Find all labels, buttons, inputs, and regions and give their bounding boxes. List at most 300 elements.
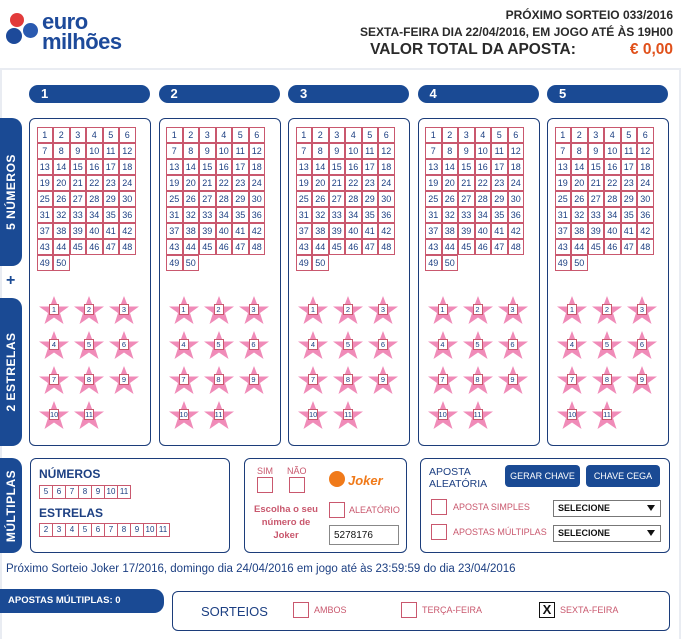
number-cell[interactable]: 18 (508, 159, 525, 175)
star-cell[interactable] (203, 330, 235, 362)
star-cell[interactable] (168, 295, 200, 327)
column-tab-3[interactable]: 3 (288, 85, 409, 103)
number-cell[interactable]: 6 (637, 127, 654, 143)
number-cell[interactable]: 15 (70, 159, 87, 175)
number-cell[interactable]: 35 (491, 207, 508, 223)
star-cell[interactable] (38, 365, 70, 397)
number-cell[interactable]: 3 (458, 127, 475, 143)
number-cell[interactable]: 30 (378, 191, 395, 207)
number-cell[interactable]: 39 (70, 223, 87, 239)
number-cell[interactable]: 30 (508, 191, 525, 207)
number-cell[interactable]: 28 (216, 191, 233, 207)
star-cell[interactable] (203, 400, 235, 432)
number-cell[interactable]: 6 (378, 127, 395, 143)
number-cell[interactable]: 21 (458, 175, 475, 191)
number-cell[interactable]: 33 (199, 207, 216, 223)
star-cell[interactable] (427, 330, 459, 362)
number-cell[interactable]: 28 (604, 191, 621, 207)
number-cell[interactable]: 13 (425, 159, 442, 175)
number-cell[interactable]: 22 (86, 175, 103, 191)
number-cell[interactable]: 37 (37, 223, 54, 239)
number-cell[interactable]: 47 (103, 239, 120, 255)
number-cell[interactable]: 47 (491, 239, 508, 255)
number-cell[interactable]: 20 (442, 175, 459, 191)
number-cell[interactable]: 30 (637, 191, 654, 207)
number-cell[interactable]: 39 (588, 223, 605, 239)
number-cell[interactable]: 9 (199, 143, 216, 159)
number-cell[interactable]: 32 (183, 207, 200, 223)
star-cell[interactable] (38, 295, 70, 327)
number-cell[interactable]: 9 (70, 143, 87, 159)
number-cell[interactable]: 33 (588, 207, 605, 223)
number-cell[interactable]: 37 (425, 223, 442, 239)
number-cell[interactable]: 28 (475, 191, 492, 207)
number-cell[interactable]: 15 (329, 159, 346, 175)
multiple-stars-option[interactable]: 5 (78, 523, 92, 537)
number-cell[interactable]: 2 (183, 127, 200, 143)
star-cell[interactable] (238, 295, 270, 327)
draw-both-checkbox[interactable] (293, 602, 309, 618)
number-cell[interactable]: 43 (37, 239, 54, 255)
draw-tuesday-checkbox[interactable] (401, 602, 417, 618)
number-cell[interactable]: 11 (491, 143, 508, 159)
number-cell[interactable]: 47 (362, 239, 379, 255)
number-cell[interactable]: 29 (362, 191, 379, 207)
star-cell[interactable] (297, 400, 329, 432)
number-cell[interactable]: 46 (86, 239, 103, 255)
number-cell[interactable]: 13 (296, 159, 313, 175)
number-cell[interactable]: 6 (249, 127, 266, 143)
number-cell[interactable]: 28 (86, 191, 103, 207)
number-cell[interactable]: 34 (86, 207, 103, 223)
number-cell[interactable]: 33 (458, 207, 475, 223)
number-cell[interactable]: 20 (183, 175, 200, 191)
multiple-stars-option[interactable]: 2 (39, 523, 53, 537)
number-cell[interactable]: 35 (621, 207, 638, 223)
star-cell[interactable] (626, 295, 658, 327)
number-cell[interactable]: 29 (491, 191, 508, 207)
number-cell[interactable]: 44 (53, 239, 70, 255)
number-cell[interactable]: 49 (425, 255, 442, 271)
draw-friday-checkbox[interactable] (539, 602, 555, 618)
multiple-numbers-option[interactable]: 5 (39, 485, 53, 499)
number-cell[interactable]: 37 (296, 223, 313, 239)
star-cell[interactable] (462, 295, 494, 327)
number-cell[interactable]: 46 (216, 239, 233, 255)
star-cell[interactable] (591, 400, 623, 432)
number-cell[interactable]: 1 (425, 127, 442, 143)
number-cell[interactable]: 5 (362, 127, 379, 143)
number-cell[interactable]: 40 (475, 223, 492, 239)
number-cell[interactable]: 14 (183, 159, 200, 175)
number-cell[interactable]: 31 (555, 207, 572, 223)
number-cell[interactable]: 36 (378, 207, 395, 223)
number-cell[interactable]: 50 (312, 255, 329, 271)
number-cell[interactable]: 1 (37, 127, 54, 143)
number-cell[interactable]: 7 (555, 143, 572, 159)
number-cell[interactable]: 26 (183, 191, 200, 207)
number-cell[interactable]: 25 (37, 191, 54, 207)
star-cell[interactable] (332, 365, 364, 397)
star-cell[interactable] (73, 365, 105, 397)
multiple-stars-option[interactable]: 10 (143, 523, 157, 537)
number-cell[interactable]: 50 (442, 255, 459, 271)
star-cell[interactable] (238, 365, 270, 397)
number-cell[interactable]: 27 (588, 191, 605, 207)
number-cell[interactable]: 26 (571, 191, 588, 207)
number-cell[interactable]: 34 (604, 207, 621, 223)
number-cell[interactable]: 5 (232, 127, 249, 143)
number-cell[interactable]: 8 (571, 143, 588, 159)
number-cell[interactable]: 44 (571, 239, 588, 255)
number-cell[interactable]: 30 (249, 191, 266, 207)
number-cell[interactable]: 24 (637, 175, 654, 191)
number-cell[interactable]: 41 (362, 223, 379, 239)
star-cell[interactable] (203, 365, 235, 397)
number-cell[interactable]: 41 (491, 223, 508, 239)
number-cell[interactable]: 12 (249, 143, 266, 159)
number-cell[interactable]: 3 (70, 127, 87, 143)
number-cell[interactable]: 29 (621, 191, 638, 207)
number-cell[interactable]: 33 (70, 207, 87, 223)
number-cell[interactable]: 9 (588, 143, 605, 159)
number-cell[interactable]: 23 (621, 175, 638, 191)
number-cell[interactable]: 15 (588, 159, 605, 175)
number-cell[interactable]: 40 (604, 223, 621, 239)
number-cell[interactable]: 2 (571, 127, 588, 143)
star-cell[interactable] (462, 330, 494, 362)
number-cell[interactable]: 38 (183, 223, 200, 239)
number-cell[interactable]: 22 (475, 175, 492, 191)
number-cell[interactable]: 8 (53, 143, 70, 159)
number-cell[interactable]: 4 (86, 127, 103, 143)
simple-bet-checkbox[interactable] (431, 499, 447, 515)
number-cell[interactable]: 3 (199, 127, 216, 143)
number-cell[interactable]: 13 (555, 159, 572, 175)
number-cell[interactable]: 45 (329, 239, 346, 255)
number-cell[interactable]: 34 (475, 207, 492, 223)
number-cell[interactable]: 15 (458, 159, 475, 175)
number-cell[interactable]: 49 (166, 255, 183, 271)
star-cell[interactable] (297, 295, 329, 327)
number-cell[interactable]: 39 (458, 223, 475, 239)
number-cell[interactable]: 5 (103, 127, 120, 143)
star-cell[interactable] (108, 295, 140, 327)
star-cell[interactable] (297, 365, 329, 397)
number-cell[interactable]: 25 (296, 191, 313, 207)
number-cell[interactable]: 20 (571, 175, 588, 191)
multiple-stars-option[interactable]: 8 (117, 523, 131, 537)
multiple-numbers-option[interactable]: 9 (91, 485, 105, 499)
number-cell[interactable]: 18 (378, 159, 395, 175)
star-cell[interactable] (427, 365, 459, 397)
star-cell[interactable] (591, 330, 623, 362)
number-cell[interactable]: 46 (345, 239, 362, 255)
blind-key-button[interactable]: CHAVE CEGA (586, 465, 660, 487)
number-cell[interactable]: 47 (232, 239, 249, 255)
number-cell[interactable]: 7 (166, 143, 183, 159)
star-cell[interactable] (591, 365, 623, 397)
number-cell[interactable]: 11 (362, 143, 379, 159)
number-cell[interactable]: 17 (232, 159, 249, 175)
number-cell[interactable]: 23 (232, 175, 249, 191)
generate-key-button[interactable]: GERAR CHAVE (505, 465, 580, 487)
number-cell[interactable]: 27 (199, 191, 216, 207)
star-cell[interactable] (626, 365, 658, 397)
number-cell[interactable]: 35 (232, 207, 249, 223)
number-cell[interactable]: 9 (329, 143, 346, 159)
number-cell[interactable]: 49 (555, 255, 572, 271)
column-tab-4[interactable]: 4 (418, 85, 539, 103)
number-cell[interactable]: 45 (70, 239, 87, 255)
number-cell[interactable]: 40 (86, 223, 103, 239)
column-tab-5[interactable]: 5 (547, 85, 668, 103)
number-cell[interactable]: 39 (199, 223, 216, 239)
number-cell[interactable]: 3 (588, 127, 605, 143)
number-cell[interactable]: 20 (312, 175, 329, 191)
joker-number-input[interactable]: 5278176 (329, 525, 399, 545)
number-cell[interactable]: 40 (216, 223, 233, 239)
number-cell[interactable]: 42 (249, 223, 266, 239)
number-cell[interactable]: 42 (119, 223, 136, 239)
number-cell[interactable]: 45 (458, 239, 475, 255)
star-cell[interactable] (497, 330, 529, 362)
number-cell[interactable]: 24 (508, 175, 525, 191)
number-cell[interactable]: 47 (621, 239, 638, 255)
star-cell[interactable] (297, 330, 329, 362)
star-cell[interactable] (238, 330, 270, 362)
star-cell[interactable] (462, 365, 494, 397)
number-cell[interactable]: 21 (588, 175, 605, 191)
number-cell[interactable]: 35 (103, 207, 120, 223)
multiple-bets-select[interactable]: SELECIONE (553, 525, 661, 542)
number-cell[interactable]: 7 (37, 143, 54, 159)
number-cell[interactable]: 37 (555, 223, 572, 239)
number-cell[interactable]: 16 (604, 159, 621, 175)
number-cell[interactable]: 15 (199, 159, 216, 175)
number-cell[interactable]: 4 (475, 127, 492, 143)
number-cell[interactable]: 41 (621, 223, 638, 239)
number-cell[interactable]: 36 (249, 207, 266, 223)
number-cell[interactable]: 7 (425, 143, 442, 159)
number-cell[interactable]: 14 (571, 159, 588, 175)
joker-yes-checkbox[interactable] (257, 477, 273, 493)
number-cell[interactable]: 48 (637, 239, 654, 255)
joker-no-checkbox[interactable] (289, 477, 305, 493)
star-cell[interactable] (556, 365, 588, 397)
number-cell[interactable]: 8 (183, 143, 200, 159)
star-cell[interactable] (556, 400, 588, 432)
number-cell[interactable]: 19 (555, 175, 572, 191)
number-cell[interactable]: 4 (604, 127, 621, 143)
number-cell[interactable]: 2 (442, 127, 459, 143)
number-cell[interactable]: 46 (604, 239, 621, 255)
number-cell[interactable]: 42 (378, 223, 395, 239)
number-cell[interactable]: 13 (166, 159, 183, 175)
number-cell[interactable]: 10 (475, 143, 492, 159)
number-cell[interactable]: 28 (345, 191, 362, 207)
number-cell[interactable]: 12 (508, 143, 525, 159)
multiple-numbers-option[interactable]: 7 (65, 485, 79, 499)
number-cell[interactable]: 1 (166, 127, 183, 143)
number-cell[interactable]: 1 (555, 127, 572, 143)
star-cell[interactable] (73, 400, 105, 432)
number-cell[interactable]: 33 (329, 207, 346, 223)
number-cell[interactable]: 2 (312, 127, 329, 143)
number-cell[interactable]: 49 (296, 255, 313, 271)
multiple-numbers-option[interactable]: 6 (52, 485, 66, 499)
number-cell[interactable]: 18 (637, 159, 654, 175)
number-cell[interactable]: 17 (491, 159, 508, 175)
number-cell[interactable]: 48 (119, 239, 136, 255)
star-cell[interactable] (462, 400, 494, 432)
number-cell[interactable]: 14 (53, 159, 70, 175)
number-cell[interactable]: 16 (86, 159, 103, 175)
multiple-numbers-option[interactable]: 10 (104, 485, 118, 499)
number-cell[interactable]: 43 (166, 239, 183, 255)
number-cell[interactable]: 22 (604, 175, 621, 191)
number-cell[interactable]: 31 (166, 207, 183, 223)
number-cell[interactable]: 10 (86, 143, 103, 159)
number-cell[interactable]: 48 (508, 239, 525, 255)
star-cell[interactable] (203, 295, 235, 327)
star-cell[interactable] (168, 365, 200, 397)
number-cell[interactable]: 14 (442, 159, 459, 175)
number-cell[interactable]: 4 (345, 127, 362, 143)
star-cell[interactable] (591, 295, 623, 327)
star-cell[interactable] (497, 295, 529, 327)
number-cell[interactable]: 12 (119, 143, 136, 159)
star-cell[interactable] (367, 330, 399, 362)
number-cell[interactable]: 18 (249, 159, 266, 175)
number-cell[interactable]: 19 (37, 175, 54, 191)
star-cell[interactable] (556, 295, 588, 327)
number-cell[interactable]: 32 (571, 207, 588, 223)
number-cell[interactable]: 26 (312, 191, 329, 207)
number-cell[interactable]: 41 (232, 223, 249, 239)
multiple-numbers-option[interactable]: 8 (78, 485, 92, 499)
star-cell[interactable] (427, 400, 459, 432)
number-cell[interactable]: 17 (621, 159, 638, 175)
number-cell[interactable]: 10 (345, 143, 362, 159)
number-cell[interactable]: 6 (508, 127, 525, 143)
number-cell[interactable]: 27 (70, 191, 87, 207)
number-cell[interactable]: 36 (508, 207, 525, 223)
number-cell[interactable]: 21 (329, 175, 346, 191)
number-cell[interactable]: 9 (458, 143, 475, 159)
number-cell[interactable]: 10 (604, 143, 621, 159)
multiple-bets-checkbox[interactable] (431, 524, 447, 540)
number-cell[interactable]: 5 (621, 127, 638, 143)
number-cell[interactable]: 23 (491, 175, 508, 191)
number-cell[interactable]: 32 (312, 207, 329, 223)
number-cell[interactable]: 5 (491, 127, 508, 143)
multiple-stars-option[interactable]: 11 (156, 523, 170, 537)
number-cell[interactable]: 31 (37, 207, 54, 223)
column-tab-1[interactable]: 1 (29, 85, 150, 103)
number-cell[interactable]: 29 (232, 191, 249, 207)
number-cell[interactable]: 14 (312, 159, 329, 175)
star-cell[interactable] (332, 400, 364, 432)
number-cell[interactable]: 38 (312, 223, 329, 239)
number-cell[interactable]: 44 (312, 239, 329, 255)
star-cell[interactable] (168, 400, 200, 432)
star-cell[interactable] (73, 295, 105, 327)
number-cell[interactable]: 7 (296, 143, 313, 159)
number-cell[interactable]: 45 (199, 239, 216, 255)
number-cell[interactable]: 38 (442, 223, 459, 239)
number-cell[interactable]: 43 (555, 239, 572, 255)
number-cell[interactable]: 36 (637, 207, 654, 223)
number-cell[interactable]: 19 (425, 175, 442, 191)
number-cell[interactable]: 27 (329, 191, 346, 207)
star-cell[interactable] (38, 400, 70, 432)
number-cell[interactable]: 22 (345, 175, 362, 191)
number-cell[interactable]: 12 (637, 143, 654, 159)
number-cell[interactable]: 23 (362, 175, 379, 191)
number-cell[interactable]: 50 (53, 255, 70, 271)
star-cell[interactable] (367, 365, 399, 397)
number-cell[interactable]: 42 (637, 223, 654, 239)
number-cell[interactable]: 48 (378, 239, 395, 255)
multiple-stars-option[interactable]: 4 (65, 523, 79, 537)
multiple-numbers-option[interactable]: 11 (117, 485, 131, 499)
number-cell[interactable]: 24 (378, 175, 395, 191)
number-cell[interactable]: 38 (53, 223, 70, 239)
number-cell[interactable]: 31 (296, 207, 313, 223)
star-cell[interactable] (497, 365, 529, 397)
number-cell[interactable]: 11 (103, 143, 120, 159)
number-cell[interactable]: 17 (103, 159, 120, 175)
number-cell[interactable]: 32 (53, 207, 70, 223)
number-cell[interactable]: 10 (216, 143, 233, 159)
multiple-stars-option[interactable]: 3 (52, 523, 66, 537)
number-cell[interactable]: 26 (53, 191, 70, 207)
number-cell[interactable]: 45 (588, 239, 605, 255)
star-cell[interactable] (168, 330, 200, 362)
number-cell[interactable]: 25 (555, 191, 572, 207)
number-cell[interactable]: 24 (119, 175, 136, 191)
joker-random-checkbox[interactable] (329, 502, 345, 518)
number-cell[interactable]: 34 (345, 207, 362, 223)
number-cell[interactable]: 46 (475, 239, 492, 255)
star-cell[interactable] (332, 330, 364, 362)
number-cell[interactable]: 4 (216, 127, 233, 143)
number-cell[interactable]: 19 (296, 175, 313, 191)
number-cell[interactable]: 41 (103, 223, 120, 239)
number-cell[interactable]: 29 (103, 191, 120, 207)
number-cell[interactable]: 16 (216, 159, 233, 175)
number-cell[interactable]: 22 (216, 175, 233, 191)
number-cell[interactable]: 11 (621, 143, 638, 159)
number-cell[interactable]: 42 (508, 223, 525, 239)
number-cell[interactable]: 27 (458, 191, 475, 207)
star-cell[interactable] (626, 330, 658, 362)
number-cell[interactable]: 2 (53, 127, 70, 143)
number-cell[interactable]: 50 (571, 255, 588, 271)
column-tab-2[interactable]: 2 (159, 85, 280, 103)
number-cell[interactable]: 18 (119, 159, 136, 175)
number-cell[interactable]: 49 (37, 255, 54, 271)
number-cell[interactable]: 50 (183, 255, 200, 271)
number-cell[interactable]: 44 (183, 239, 200, 255)
number-cell[interactable]: 25 (166, 191, 183, 207)
simple-bet-select[interactable]: SELECIONE (553, 500, 661, 517)
number-cell[interactable]: 40 (345, 223, 362, 239)
number-cell[interactable]: 1 (296, 127, 313, 143)
number-cell[interactable]: 21 (199, 175, 216, 191)
number-cell[interactable]: 16 (475, 159, 492, 175)
